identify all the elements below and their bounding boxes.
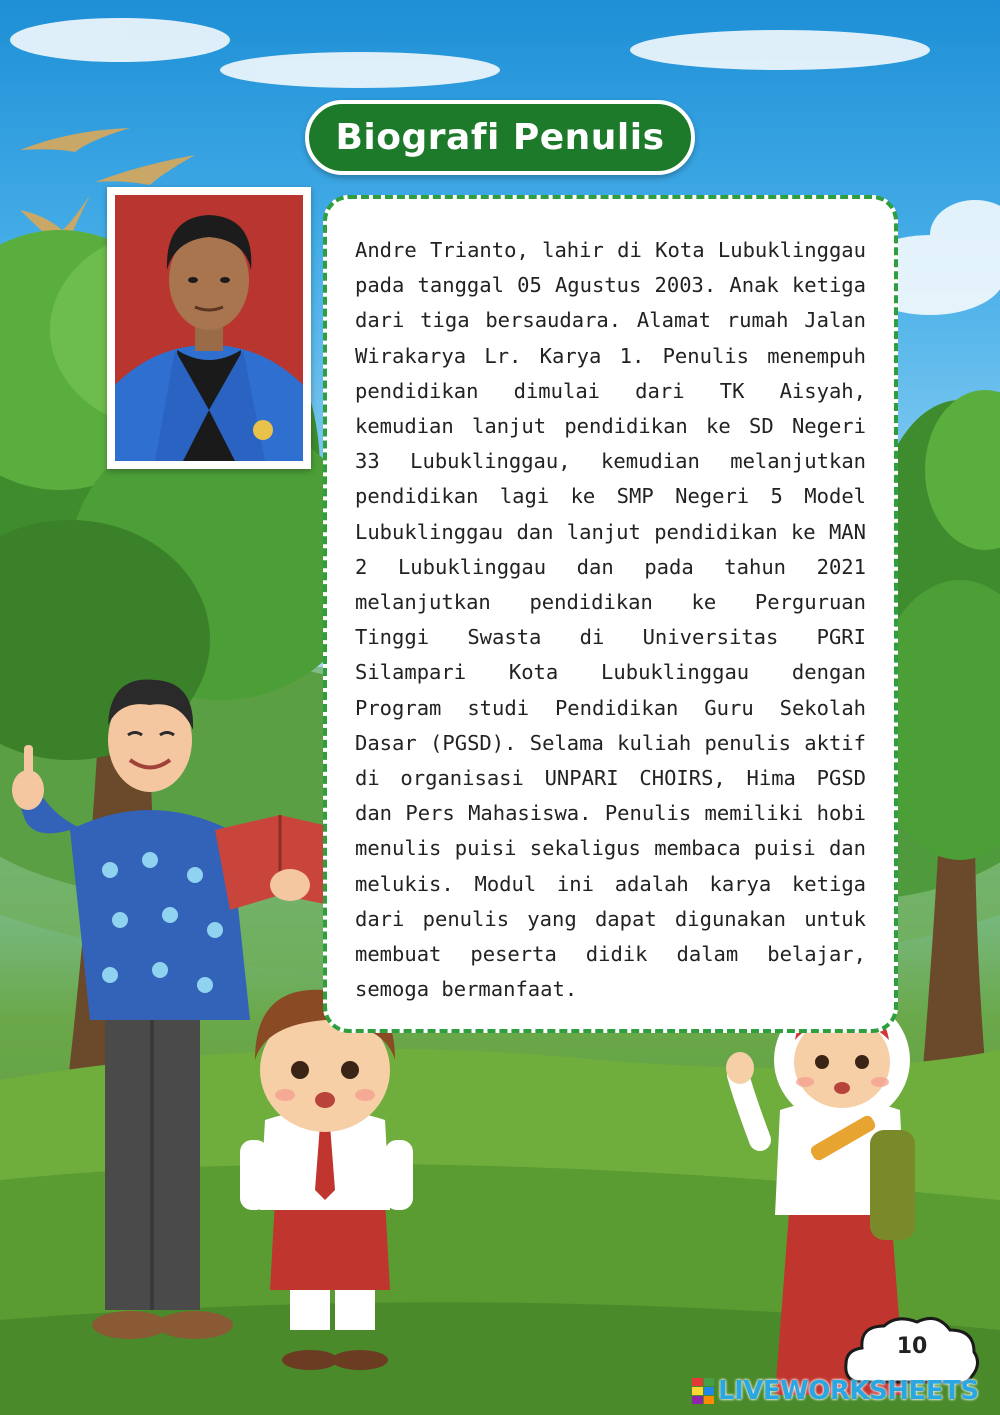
watermark: [692, 1374, 979, 1408]
author-portrait: [115, 195, 303, 461]
biography-box: [323, 195, 898, 1033]
liveworksheets-logo-icon: [692, 1378, 714, 1404]
author-photo-frame: [107, 187, 311, 469]
watermark-text: LIVEWORKSHEETS: [718, 1376, 979, 1406]
page-title: Biografi Penulis: [335, 117, 665, 158]
page-number: 10: [896, 1334, 928, 1359]
title-banner: [305, 100, 695, 175]
biography-text: Andre Trianto, lahir di Kota Lubuklinggau pada tanggal 05 Agustus 2003. Anak ketiga dari tiga bersaudara. Alamat rumah Jalan Wirakarya Lr. Karya 1. Penulis menempuh pendidikan dimulai dari TK Aisyah, kemudian lanjut pendidikan ke SD Negeri 33 Lubuklinggau, kemudian melanjutkan pendidikan lagi ke SMP Negeri 5 Model Lubuklinggau dan lanjut pendidikan ke MAN 2 Lubuklinggau dan pada tahun 2021 melanjutkan pendidikan ke Perguruan Tinggi Swasta di Universitas PGRI Silampari Kota Lubuklinggau dengan Program studi Pendidikan Guru Sekolah Dasar (PGSD). Selama kuliah penulis aktif di organisasi UNPARI CHOIRS, Hima PGSD dan Pers Mahasiswa. Penulis memiliki hobi menulis puisi sekaligus membaca puisi dan melukis. Modul ini adalah karya ketiga dari penulis yang dapat digunakan untuk membuat peserta didik dalam belajar, semoga bermanfaat.: [355, 238, 866, 1002]
